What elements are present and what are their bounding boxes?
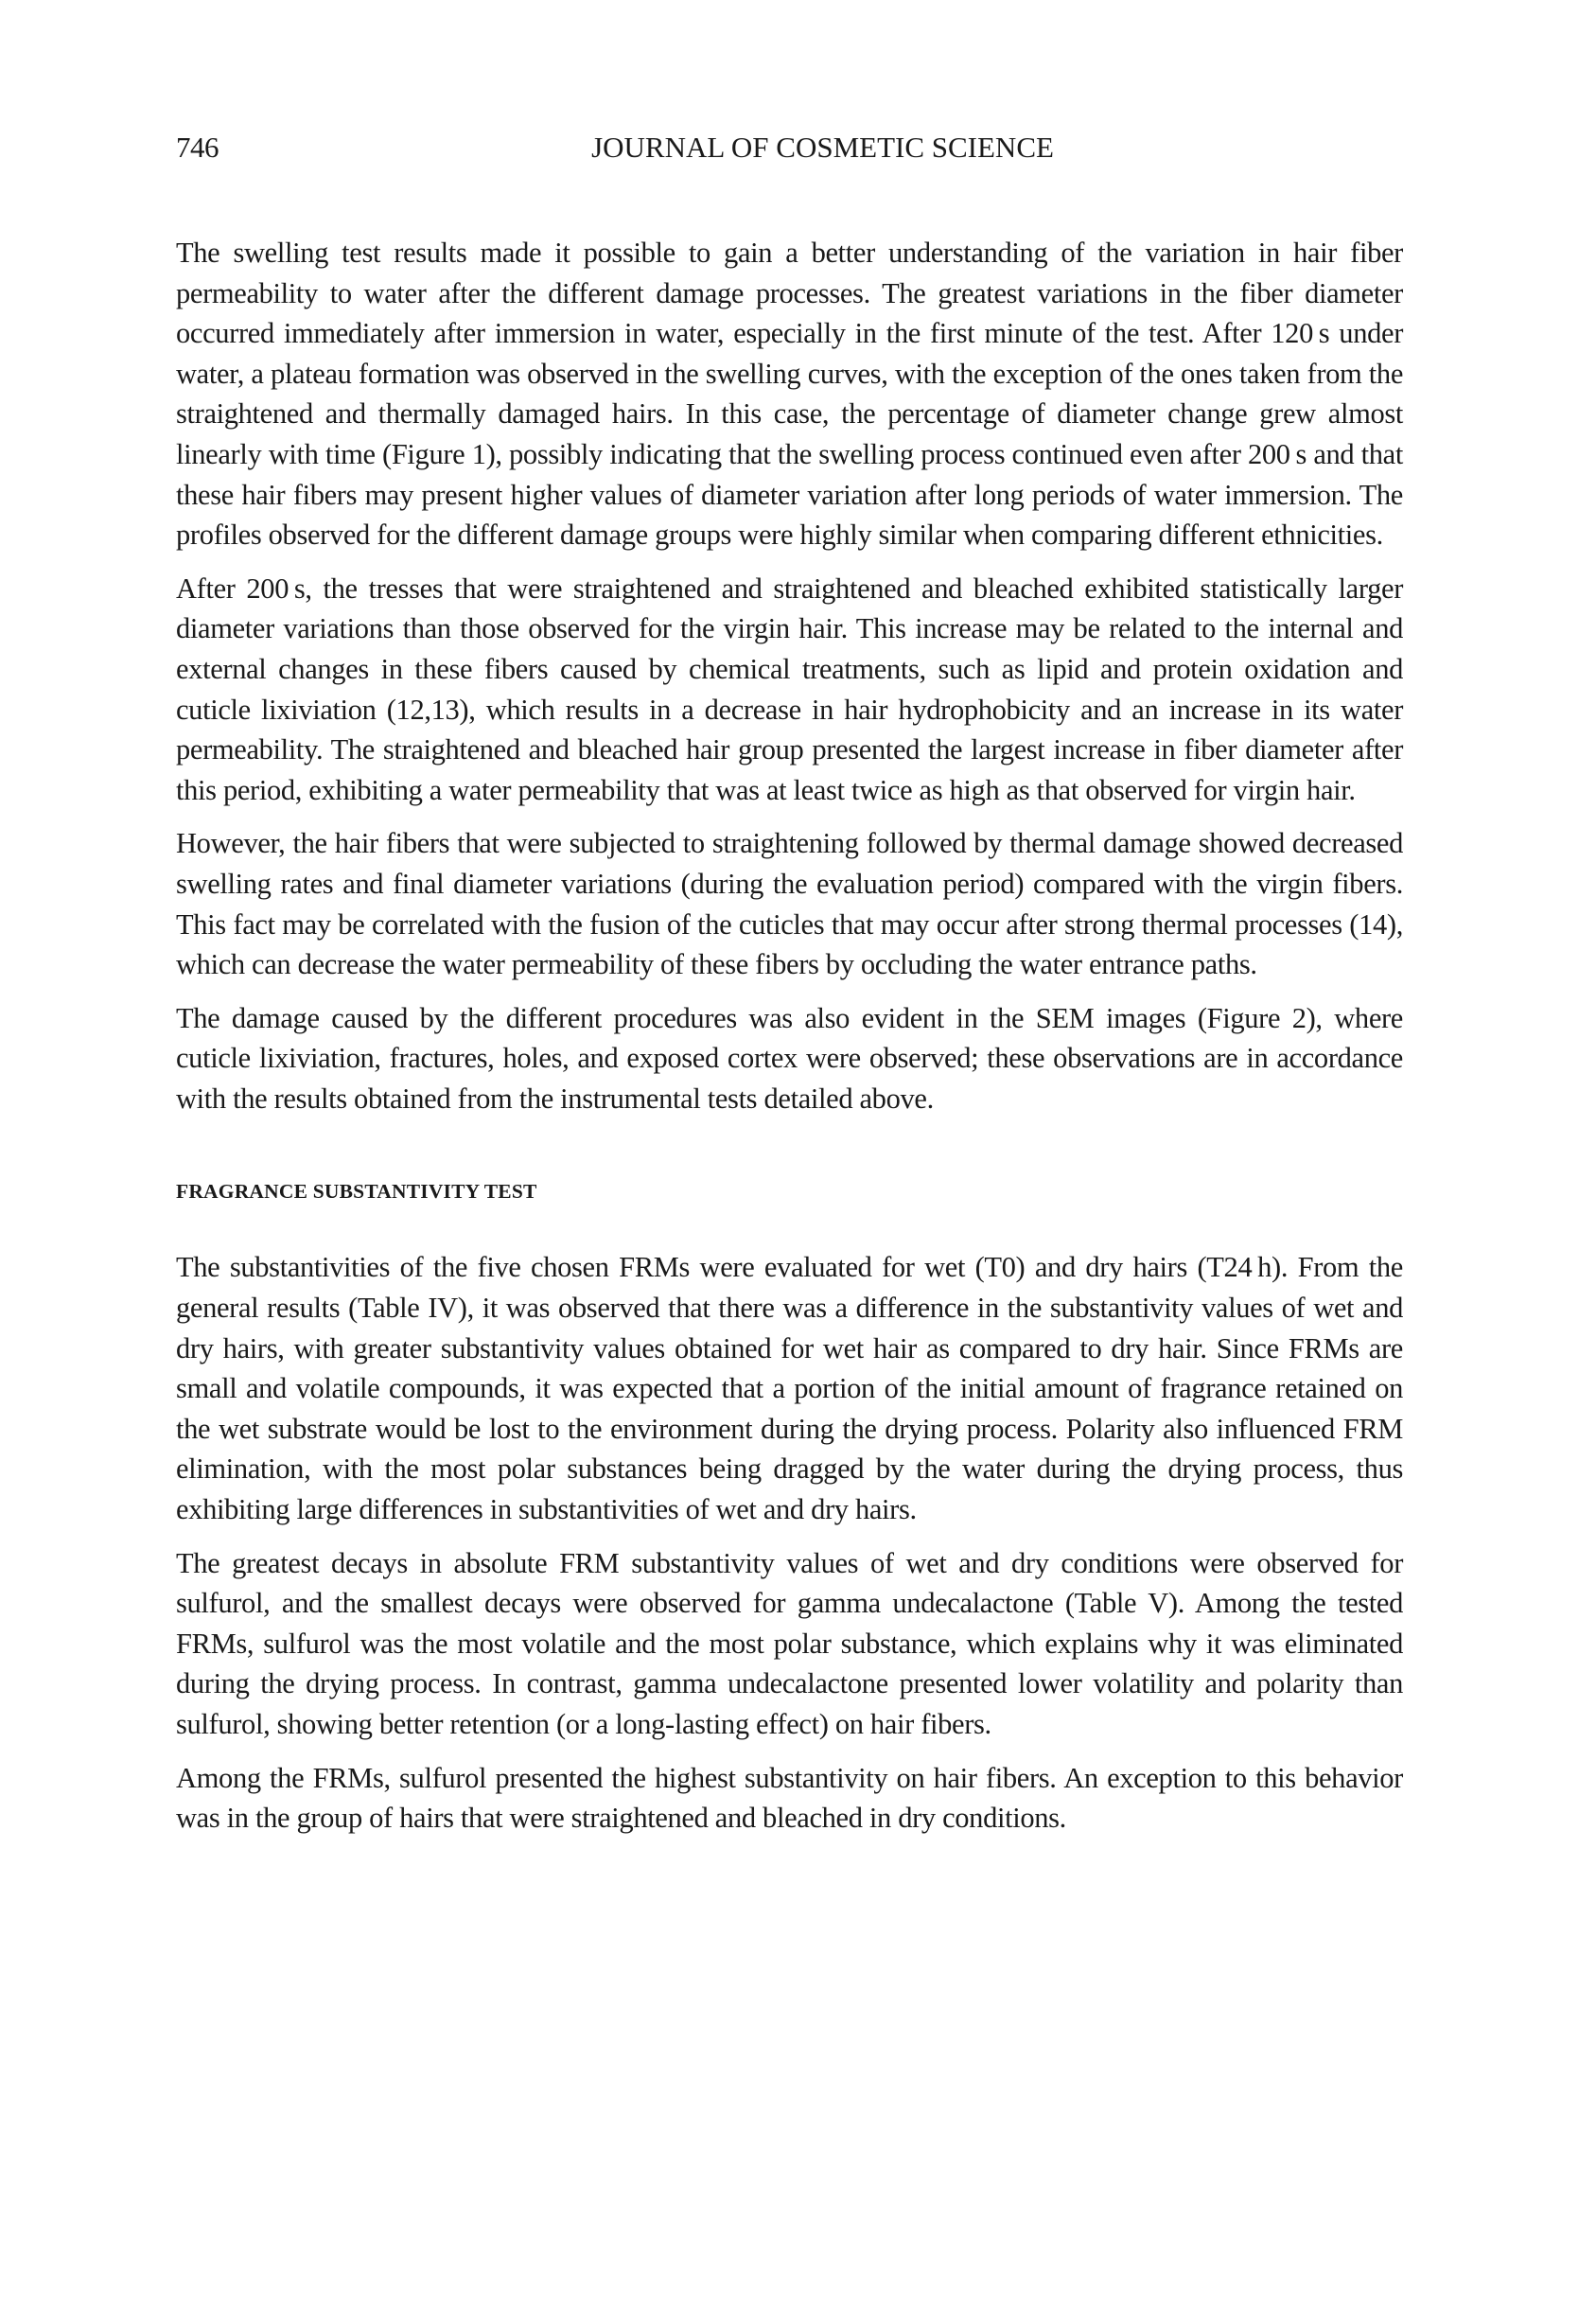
paragraph-greatest-decays: The greatest decays in absolute FRM substantivity values of wet and dry conditions were observed for sulfurol, and the smallest decays were observed for gamma undecalactone (Table V). Among the tested FRMs, sulfurol was the most volatile and the most polar substance, which explains why it was eliminated during the drying process. In contrast, gamma undecalactone presented lower volatility and polarity than sulfurol, showing better retention (or a long-lasting effect) on hair fibers. xyxy=(176,1546,1403,1740)
page-header xyxy=(176,131,1403,172)
paragraph-substantivities: The substantivities of the five chosen FRMs were evaluated for wet (T0) and dry hairs (T24 h). From the general results (Table IV), it was observed that there was a difference in the substantivity values of wet and dry hairs, with greater substantivity values obtained for wet hair as compared to dry hair. Since FRMs are small and volatile compounds, it was expected that a portion of the initial amount of fragrance retained on the wet substrate would be lost to the environment during the drying process. Polarity also influenced FRM elimination, with the most polar substances being dragged by the water during the drying process, thus exhibiting large differences in substantivities of wet and dry hairs. xyxy=(176,1251,1403,1526)
paragraph-swelling-results: The swelling test results made it possible to gain a better understanding of the variation in hair fiber permeability to water after the different damage processes. The greatest variations in the fiber diameter occurred immediately after immersion in water, especially in the first minute of the test. After 120 s under water, a plateau formation was observed in the swelling curves, with the exception of the ones taken from the straightened and thermally damaged hairs. In this case, the percentage of diameter change grew almost linearly with time (Figure 1), possibly indicating that the swelling process continued even after 200 s and that these hair fibers may present higher values of diameter variation after long periods of water immersion. The profiles observed for the different damage groups were highly similar when comparing different ethnicities. xyxy=(176,237,1403,552)
paragraph-sem-images: The damage caused by the different procedures was also evident in the SEM images (Figure 2), where cuticle lixiviation, fractures, holes, and exposed cortex were observed; these observations are in accordance with the results obtained from the instrumental tests detailed above. xyxy=(176,1001,1403,1115)
paragraph-thermal-damage: However, the hair fibers that were subjected to straightening followed by thermal damage showed decreased swelling rates and final diameter variations (during the evaluation period) compared with the virgin fibers. This fact may be correlated with the fusion of the cuticles that may occur after strong thermal processes (14), which can decrease the water permeability of these fibers by occluding the water entrance paths. xyxy=(176,827,1403,981)
running-title: JOURNAL OF COSMETIC SCIENCE xyxy=(591,131,1054,164)
paragraph-sulfurol-highest: Among the FRMs, sulfurol presented the highest substantivity on hair fibers. An exception to this behavior was in the group of hairs that were straightened and bleached in dry conditions. xyxy=(176,1761,1403,1835)
body-text xyxy=(176,233,1403,1852)
section-heading: FRAGRANCE SUBSTANTIVITY TEST xyxy=(176,1180,537,1204)
paragraph-after-200s: After 200 s, the tresses that were straightened and straightened and bleached exhibited statistically larger diameter variations than those observed for the virgin hair. This increase may be related to the internal and external changes in these fibers caused by chemical treatments, such as lipid and protein oxidation and cuticle lixiviation (12,13), which results in a decrease in hair hydrophobicity and an increase in its water permeability. The straightened and bleached hair group presented the largest increase in fiber diameter after this period, exhibiting a water permeability that was at least twice as high as that observed for virgin hair. xyxy=(176,572,1403,806)
page-number: 746 xyxy=(176,131,219,164)
